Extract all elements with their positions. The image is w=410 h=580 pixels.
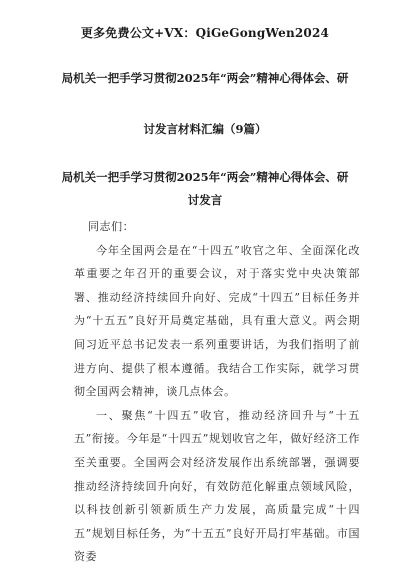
document-title-line-2: 讨发言材料汇编（9篇）	[143, 122, 267, 136]
promo-header: 更多免费公文+VX：QiGeGongWen2024	[80, 26, 330, 40]
body-text	[74, 215, 360, 569]
salutation: 同志们：	[88, 220, 135, 233]
section-title-line-2: 讨发言	[187, 193, 223, 207]
paragraph-1: 今年全国两会是在“十四五”收官之年、全面深化改革重要之年召开的重要会议，对于落实党中央决策部署、推动经济持续回升向好、完成“十四五”目标任务并为“十五五”良好开局奠定基础，具有重大意义。两会期间习近平总书记发表一系列重要讲话，为我们指明了前进方向、提供了根本遵循。我结合工作实际，就学习贯彻全国两会精神，谈几点体会。	[74, 243, 360, 399]
paragraph-2: 一、聚焦“十四五”收官，推动经济回升与“十五五”衔接。今年是“十四五”规划收官之年，做好经济工作至关重要。全国两会对经济发展作出系统部署，强调要推动经济持续回升向好，有效防范化解重点领域风险，以科技创新引领新质生产力发展，高质量完成“十四五”规划目标任务，为“十五五”良好开局打牢基础。市国资委	[74, 408, 360, 564]
section-title-line-1: 局机关一把手学习贯彻2025年“两会”精神心得体会、研	[61, 170, 349, 184]
document-title-line-1: 局机关一把手学习贯彻2025年“两会”精神心得体会、研	[61, 71, 349, 85]
